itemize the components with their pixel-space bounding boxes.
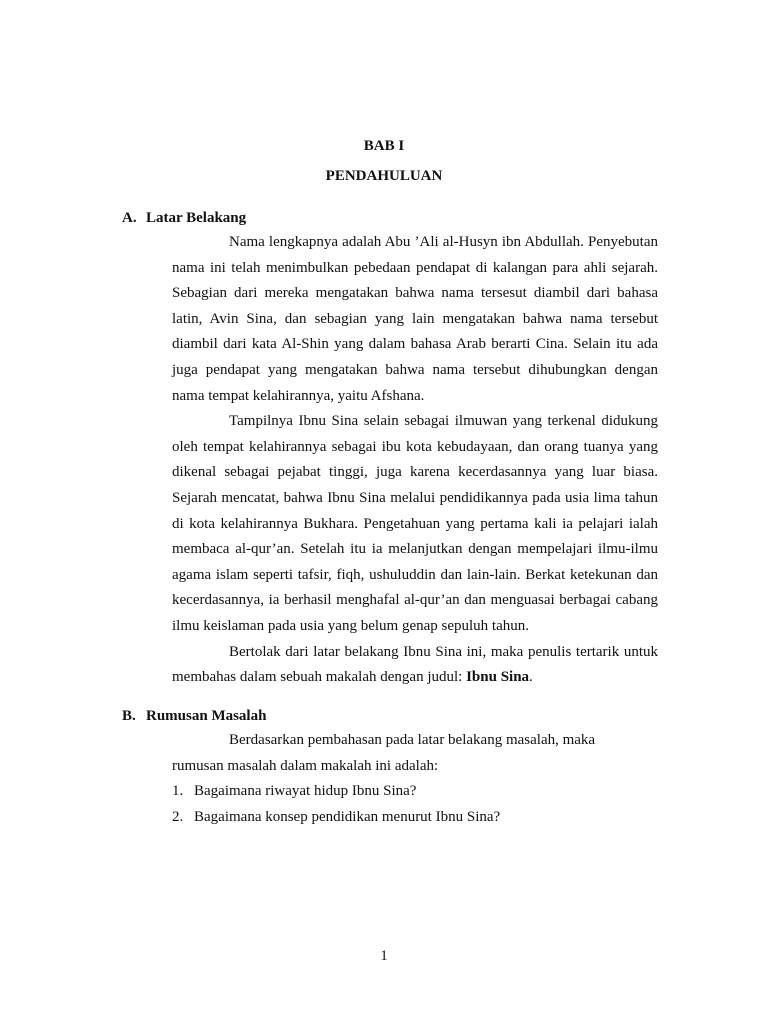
- paper-title: Ibnu Sina: [466, 669, 530, 686]
- list-item-text: Bagaimana riwayat hidup Ibnu Sina?: [194, 783, 417, 800]
- section-b-intro-line-2: rumusan masalah dalam makalah ini adalah:: [172, 757, 439, 774]
- list-item-number: 1.: [172, 783, 184, 800]
- list-item: [172, 779, 658, 805]
- paragraph-3-end: .: [529, 669, 533, 686]
- section-a-heading: [122, 208, 246, 228]
- section-b-body: [172, 728, 658, 830]
- list-item-text: Bagaimana konsep pendidikan menurut Ibnu Sina?: [194, 808, 501, 825]
- section-a-letter: A.: [122, 210, 137, 226]
- page-number: 1: [380, 948, 388, 964]
- list-item-number: 2.: [172, 808, 184, 825]
- section-b-heading: [122, 706, 266, 726]
- section-a-body: [172, 230, 658, 691]
- chapter-title: PENDAHULUAN: [325, 168, 443, 184]
- list-item: [172, 805, 658, 831]
- paragraph-3-text: Bertolak dari latar belakang Ibnu Sina ini, maka penulis tertarik untuk membahas dalam sebuah makalah dengan judul:: [172, 643, 658, 686]
- paragraph-3: [172, 640, 658, 691]
- section-b-intro-line-1: Berdasarkan pembahasan pada latar belakang masalah, maka: [229, 732, 596, 748]
- paragraph-2: Tampilnya Ibnu Sina selain sebagai ilmuwan yang terkenal didukung oleh tempat kelahirannya sebagai ibu kota kebudayaan, dan orang tuanya yang dikenal sebagai pejabat tinggi, juga karena kecerdasannya yang luar biasa. Sejarah mencatat, bahwa Ibnu Sina melalui pendidikannya pada usia lima tahun di kota kelahirannya Bukhara. Pengetahuan yang pertama kali ia pelajari ialah membaca al-qur’an. Setelah itu ia melanjutkan dengan mempelajari ilmu-ilmu agama islam seperti tafsir, fiqh, ushuluddin dan lain-lain. Berkat ketekunan dan kecerdasannya, ia berhasil menghafal al-qur’an dan menguasai berbagai cabang ilmu keislaman pada usia yang belum genap sepuluh tahun.: [172, 413, 658, 634]
- paragraph-1: Nama lengkapnya adalah Abu ’Ali al-Husyn ibn Abdullah. Penyebutan nama ini telah menimbulkan pebedaan pendapat di kalangan para ahli sejarah. Sebagian dari mereka mengatakan bahwa nama tersesut diambil dari bahasa latin, Avin Sina, dan sebagian yang lain mengatakan bahwa nama tersebut diambil dari kata Al-Shin yang dalam bahasa Arab berarti Cina. Selain itu ada juga pendapat yang mengatakan bahwa nama tersebut dihubungkan dengan nama tempat kelahirannya, yaitu Afshana.: [172, 234, 658, 404]
- section-b-title: Rumusan Masalah: [146, 708, 267, 724]
- chapter-label: BAB I: [363, 138, 405, 154]
- section-a-title: Latar Belakang: [146, 210, 247, 226]
- section-b-letter: B.: [122, 708, 136, 724]
